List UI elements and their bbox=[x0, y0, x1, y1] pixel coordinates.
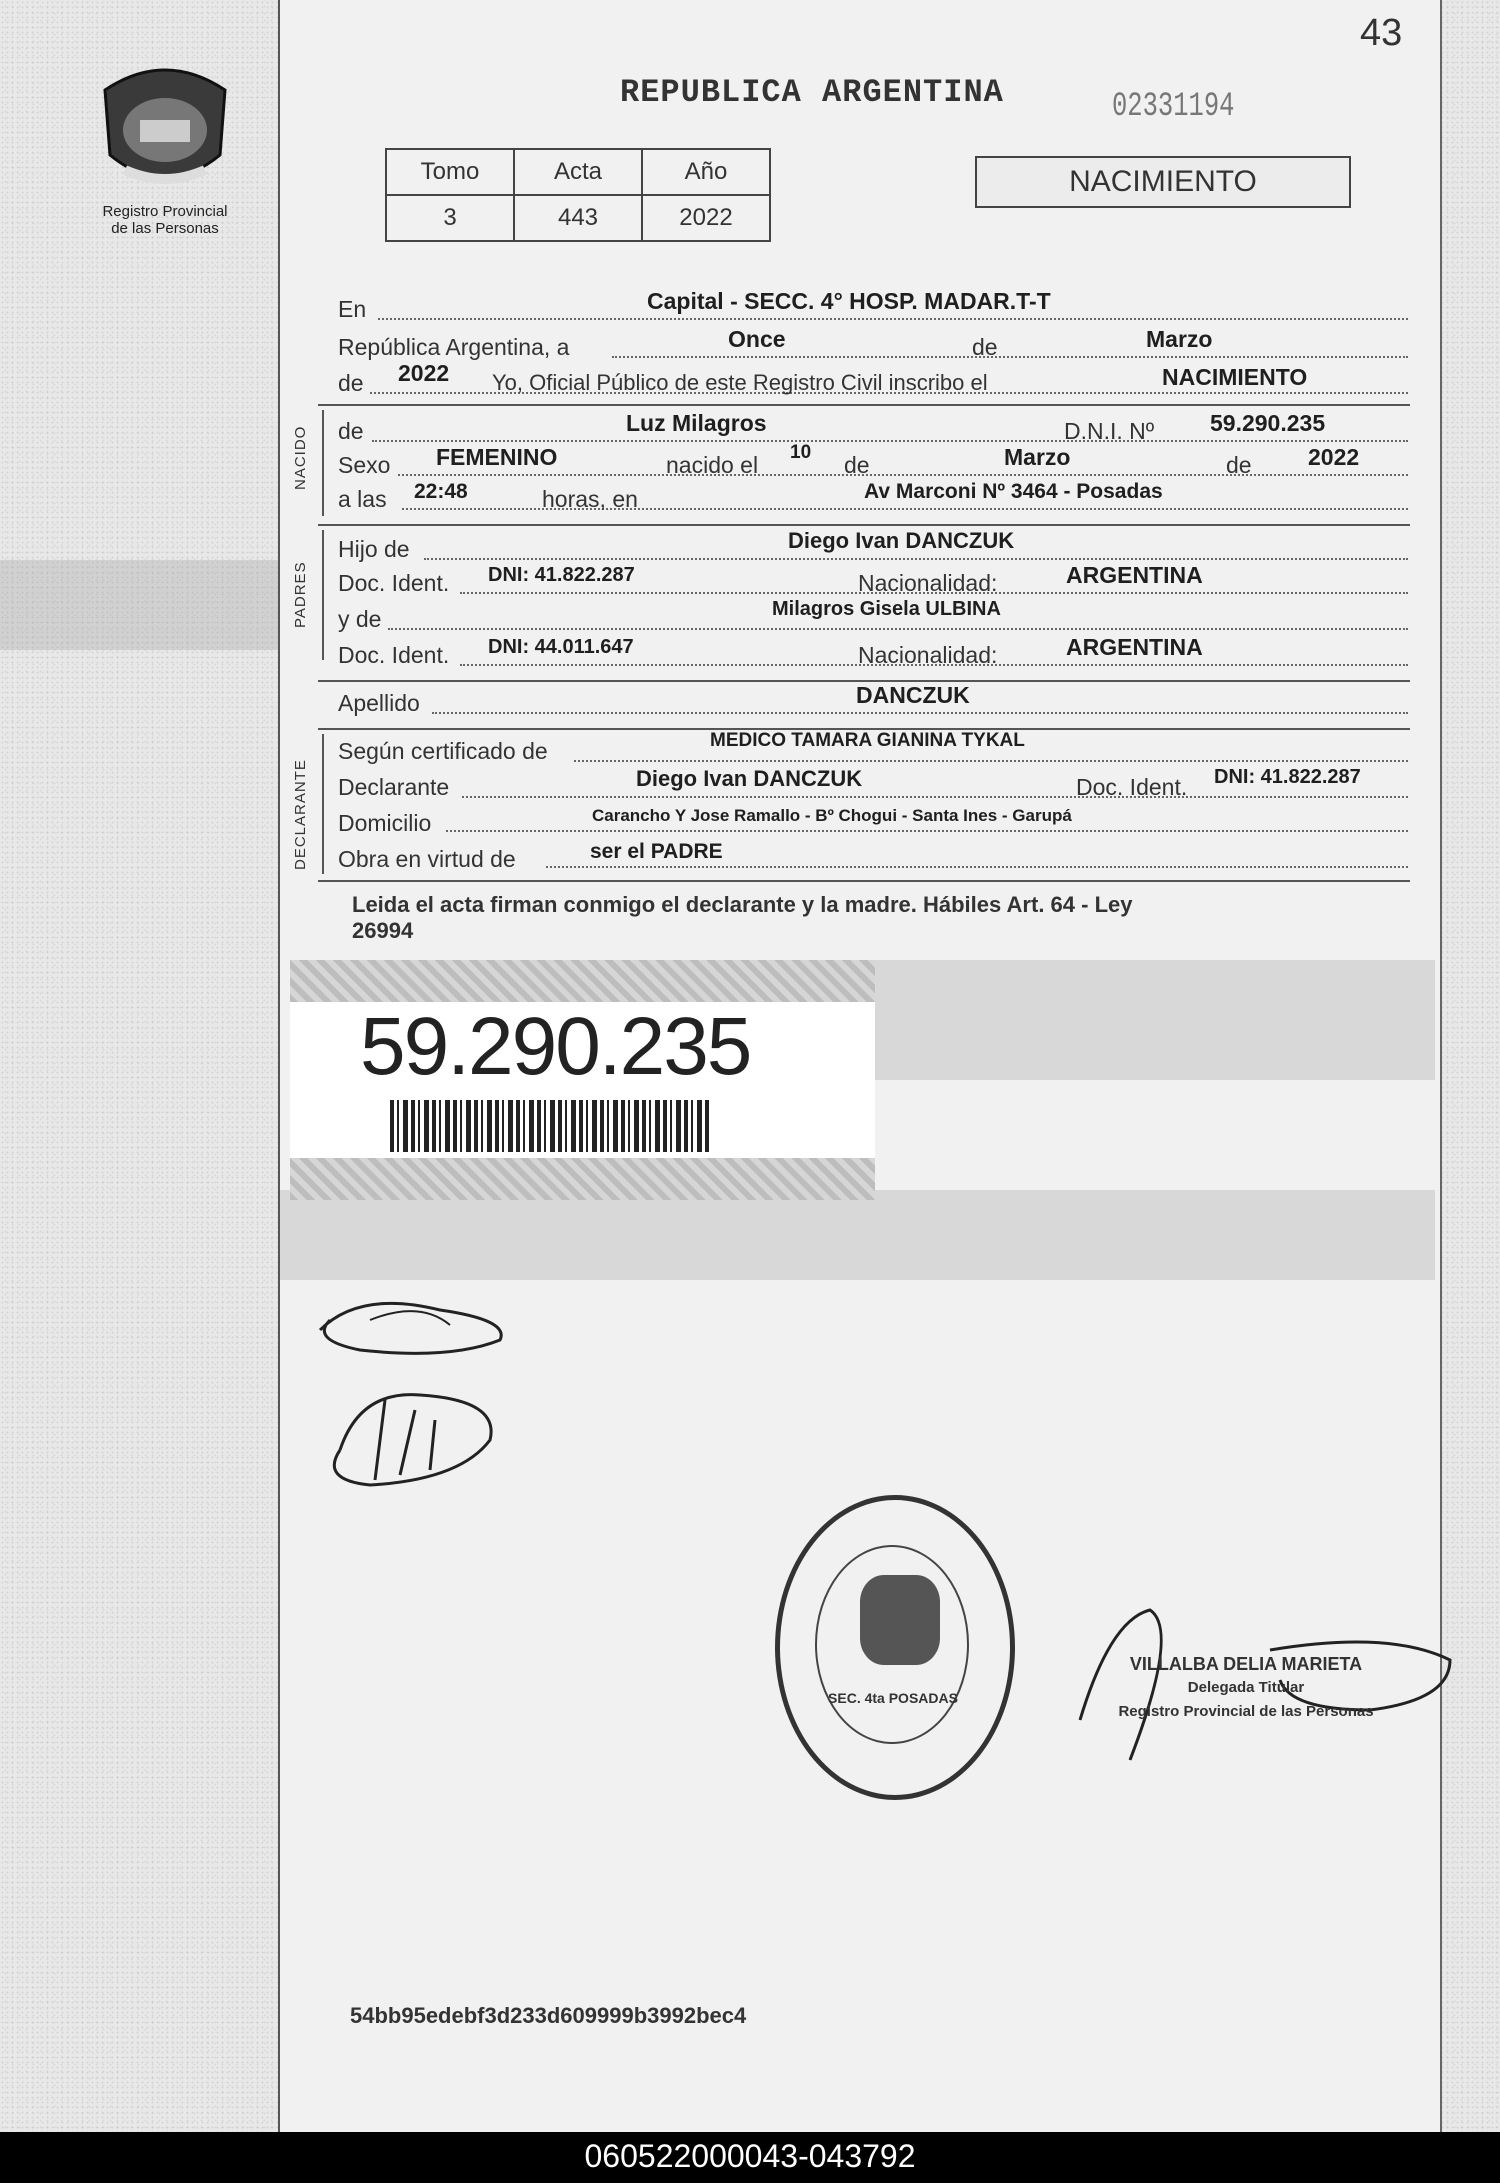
registration-month: Marzo bbox=[1146, 326, 1213, 352]
official-block bbox=[1076, 1652, 1416, 1724]
dotted-line bbox=[378, 318, 1408, 320]
tomo-acta-table bbox=[385, 148, 771, 242]
declarant-signature-icon bbox=[300, 1280, 570, 1500]
birth-place: Av Marconi Nº 3464 - Posadas bbox=[864, 480, 1163, 503]
section-bar bbox=[322, 530, 324, 660]
child-sex: FEMENINO bbox=[436, 444, 558, 470]
declarant-doc: DNI: 41.822.287 bbox=[1214, 766, 1361, 788]
child-dni: 59.290.235 bbox=[1210, 410, 1326, 436]
doc-label: Doc. Ident. bbox=[338, 570, 450, 596]
table-cell: 3 bbox=[386, 195, 514, 241]
birth-time: 22:48 bbox=[414, 480, 468, 503]
section-divider bbox=[318, 404, 1410, 406]
section-bar bbox=[322, 734, 324, 874]
doc-label: Doc. Ident. bbox=[338, 642, 450, 668]
surname: DANCZUK bbox=[856, 682, 970, 708]
section-divider bbox=[318, 880, 1410, 882]
de-label: de bbox=[338, 418, 364, 444]
table-header: Año bbox=[642, 149, 770, 195]
registration-day: Once bbox=[728, 326, 786, 352]
sticker-dni-number: 59.290.235 bbox=[360, 1001, 751, 1092]
dotted-line bbox=[612, 356, 1408, 358]
closing-line1: Leida el acta firman conmigo el declarante y la madre. Hábiles Art. 64 - Ley bbox=[352, 892, 1133, 917]
child-name: Luz Milagros bbox=[626, 410, 767, 436]
nationality-label: Nacionalidad: bbox=[858, 642, 998, 668]
father-nationality: ARGENTINA bbox=[1066, 562, 1203, 588]
de-label: de bbox=[972, 334, 998, 360]
de-label: de bbox=[844, 452, 870, 478]
scan-noise-band bbox=[0, 560, 278, 650]
declarant-reason: ser el PADRE bbox=[590, 840, 723, 863]
certificate-doctor: MEDICO TAMARA GIANINA TYKAL bbox=[710, 730, 1025, 751]
republic-label: República Argentina, a bbox=[338, 334, 570, 360]
horas-label: horas, en bbox=[542, 486, 638, 512]
dotted-line bbox=[462, 796, 1408, 798]
section-label-declarante: DECLARANTE bbox=[292, 759, 309, 870]
province-logo bbox=[95, 60, 235, 195]
de-label: de bbox=[1226, 452, 1252, 478]
dni-sticker bbox=[290, 960, 875, 1200]
stamp-emblem-icon bbox=[860, 1575, 940, 1665]
dni-label: D.N.I. Nº bbox=[1064, 418, 1155, 444]
dotted-line bbox=[546, 866, 1408, 868]
yde-label: y de bbox=[338, 606, 382, 632]
father-name: Diego Ivan DANCZUK bbox=[788, 528, 1015, 553]
section-label-nacido: NACIDO bbox=[292, 425, 309, 490]
barcode-icon bbox=[390, 1100, 710, 1152]
en-label: En bbox=[338, 296, 367, 322]
birth-year: 2022 bbox=[1308, 444, 1360, 470]
table-row bbox=[386, 195, 770, 241]
official-name: VILLALBA DELIA MARIETA bbox=[1129, 1654, 1363, 1674]
page-number: 43 bbox=[1360, 12, 1403, 54]
declarant-name: Diego Ivan DANCZUK bbox=[636, 766, 863, 791]
sticker-stripe bbox=[290, 960, 875, 1002]
official-office: Registro Provincial de las Personas bbox=[1118, 1703, 1374, 1720]
logo-caption bbox=[70, 203, 260, 237]
domicilio-label: Domicilio bbox=[338, 810, 432, 836]
table-header-row bbox=[386, 149, 770, 195]
declarant-address: Carancho Y Jose Ramallo - Bº Chogui - Santa Ines - Garupá bbox=[592, 806, 1072, 825]
dotted-line bbox=[574, 760, 1408, 762]
father-doc: DNI: 41.822.287 bbox=[488, 564, 635, 586]
mother-doc: DNI: 44.011.647 bbox=[488, 636, 634, 658]
obra-label: Obra en virtud de bbox=[338, 846, 516, 872]
act-type: NACIMIENTO bbox=[1162, 364, 1308, 390]
logo-caption-line2: de las Personas bbox=[111, 220, 219, 237]
table-cell: 2022 bbox=[642, 195, 770, 241]
mother-nationality: ARGENTINA bbox=[1066, 634, 1203, 660]
doc-label: Doc. Ident. bbox=[1076, 774, 1188, 800]
officer-text: Yo, Oficial Público de este Registro Civil inscribo el bbox=[492, 370, 988, 395]
misiones-seal-icon bbox=[95, 60, 235, 195]
section-bar bbox=[322, 410, 324, 516]
document-hash: 54bb95edebf3d233d609999b3992bec4 bbox=[350, 2003, 747, 2028]
cert-label: Según certificado de bbox=[338, 738, 548, 764]
country-title: REPUBLICA ARGENTINA bbox=[620, 74, 1004, 111]
scan-noise-band bbox=[875, 960, 1435, 1080]
record-type-box: NACIMIENTO bbox=[975, 156, 1351, 208]
sticker-stripe bbox=[290, 1158, 875, 1200]
alas-label: a las bbox=[338, 486, 387, 512]
table-header: Acta bbox=[514, 149, 642, 195]
official-title: Delegada Titular bbox=[1187, 1679, 1305, 1696]
de-label: de bbox=[338, 370, 364, 396]
dotted-line bbox=[372, 440, 1408, 442]
declarante-label: Declarante bbox=[338, 774, 450, 800]
dotted-line bbox=[424, 558, 1408, 560]
birth-month: Marzo bbox=[1004, 444, 1071, 470]
dotted-line bbox=[398, 474, 1408, 476]
hijo-label: Hijo de bbox=[338, 536, 410, 562]
stamp-text: SEC. 4ta POSADAS bbox=[828, 1690, 958, 1706]
registry-place: Capital - SECC. 4° HOSP. MADAR.T-T bbox=[647, 288, 1051, 314]
sexo-label: Sexo bbox=[338, 452, 391, 478]
nacido-label: nacido el bbox=[666, 452, 759, 478]
dotted-line bbox=[432, 712, 1408, 714]
dotted-line bbox=[388, 628, 1408, 630]
mother-name: Milagros Gisela ULBINA bbox=[772, 598, 1001, 620]
apellido-label: Apellido bbox=[338, 690, 420, 716]
logo-caption-line1: Registro Provincial bbox=[102, 203, 228, 220]
nationality-label: Nacionalidad: bbox=[858, 570, 998, 596]
table-header: Tomo bbox=[386, 149, 514, 195]
section-divider bbox=[318, 524, 1410, 526]
closing-line2: 26994 bbox=[352, 918, 414, 943]
scan-noise-band bbox=[280, 1190, 1435, 1280]
footer-code: 060522000043-043792 bbox=[584, 2138, 916, 2174]
registration-year: 2022 bbox=[398, 360, 450, 386]
section-label-padres: PADRES bbox=[292, 561, 309, 628]
closing-statement bbox=[352, 892, 1132, 944]
dotted-line bbox=[446, 830, 1408, 832]
birth-day: 10 bbox=[790, 442, 812, 463]
serial-number: 02331194 bbox=[1112, 88, 1235, 126]
table-cell: 443 bbox=[514, 195, 642, 241]
